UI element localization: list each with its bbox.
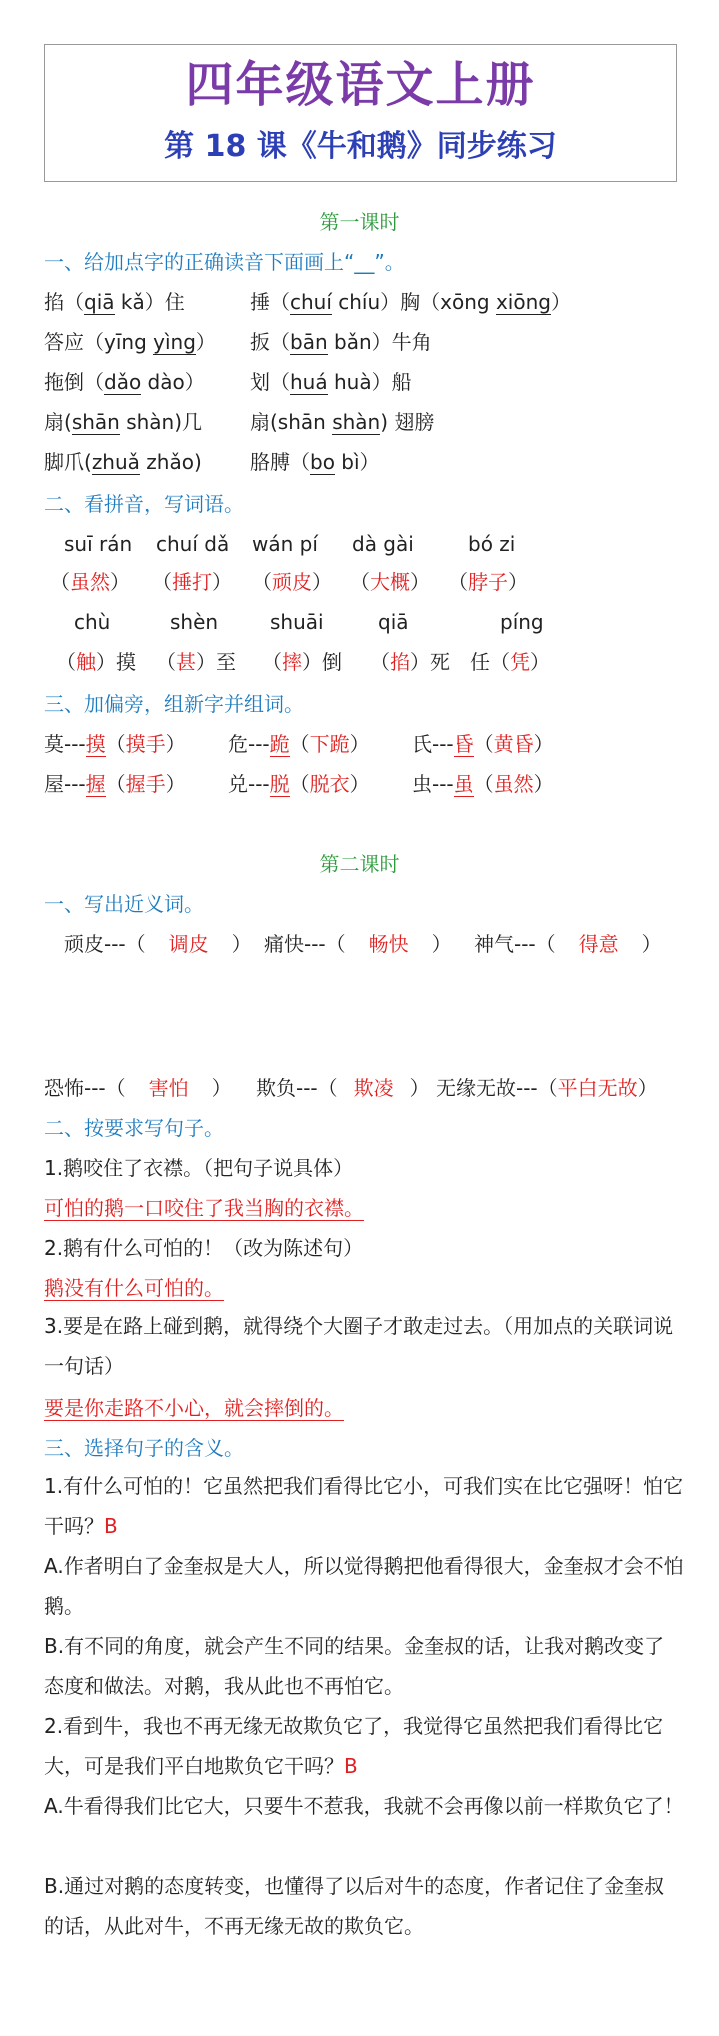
word-answer: （虽然） (50, 570, 130, 594)
word-answer: （摔）倒 (262, 650, 342, 674)
l1-q2-heading: 二、看拼音，写词语。 (44, 492, 244, 516)
pinyin-label: shèn (170, 610, 219, 634)
pinyin-row: 扇(shān shàn) 翅膀 (250, 410, 435, 434)
pinyin-label: dà gài (352, 532, 414, 556)
synonym-item: 痛快---（ 畅快 ） (264, 932, 452, 956)
sentence-question: 2.鹅有什么可怕的！（改为陈述句） (44, 1236, 364, 1260)
synonym-item: 恐怖---（ 害怕 ） (44, 1076, 232, 1100)
title-box (44, 44, 677, 182)
sentence-answer: 鹅没有什么可怕的。 (44, 1276, 224, 1300)
radical-item: 氏---昏（黄昏） (412, 732, 554, 756)
pinyin-label: suī rán (64, 532, 133, 556)
word-answer: 任（凭） (470, 650, 550, 674)
choice-option: A.作者明白了金奎叔是大人，所以觉得鹅把他看得很大，金奎叔才会不怕鹅。 (44, 1554, 684, 1618)
sentence-answer: 要是你走路不小心，就会摔倒的。 (44, 1396, 344, 1420)
pinyin-label: qiā (378, 610, 409, 634)
synonym-item: 神气---（ 得意 ） (474, 932, 662, 956)
l2-q3-heading: 三、选择句子的含义。 (44, 1436, 244, 1460)
lesson1-label: 第一课时 (319, 210, 400, 234)
word-answer: （掐）死 (370, 650, 450, 674)
synonym-item: 无缘无故---（平白无故） (436, 1076, 658, 1100)
pinyin-label: chuí dǎ (156, 532, 230, 556)
pinyin-row: 答应（yīng yìng） (44, 330, 216, 354)
choice-question: 1.有什么可怕的！它虽然把我们看得比它小，可我们实在比它强呀！怕它干吗？B (44, 1474, 684, 1538)
word-answer: （顽皮） (252, 570, 332, 594)
pinyin-label: píng (500, 610, 544, 634)
word-answer: （大概） (350, 570, 430, 594)
sentence-question: 1.鹅咬住了衣襟。（把句子说具体） (44, 1156, 354, 1180)
lesson2-label: 第二课时 (319, 852, 400, 876)
choice-option: B.通过对鹅的态度转变，也懂得了以后对牛的态度，作者记住了金奎叔的话，从此对牛，不再无缘无故的欺负它。 (44, 1874, 665, 1938)
radical-item: 屋---握（握手） (44, 772, 186, 796)
page-subtitle: 第 18 课《牛和鹅》同步练习 (164, 129, 557, 164)
pinyin-label: chù (74, 610, 111, 634)
page-title: 四年级语文上册 (185, 57, 536, 113)
pinyin-row: 拖倒（dǎo dào） (44, 370, 205, 394)
pinyin-label: shuāi (270, 610, 324, 634)
pinyin-row: 脚爪(zhuǎ zhǎo) (44, 450, 202, 474)
word-answer: （脖子） (448, 570, 528, 594)
radical-item: 危---跪（下跪） (228, 732, 370, 756)
pinyin-row: 掐（qiā kǎ）住 (44, 290, 185, 314)
word-answer: （触）摸 (56, 650, 136, 674)
synonym-item: 欺负---（ 欺凌 ） (256, 1076, 430, 1100)
l1-q1-heading: 一、给加点字的正确读音下面画上“__”。 (44, 250, 405, 274)
sentence-question: 3.要是在路上碰到鹅，就得绕个大圈子才敢走过去。（用加点的关联词说一句话） (44, 1314, 674, 1378)
choice-option: A.牛看得我们比它大，只要牛不惹我，我就不会再像以前一样欺负它了！ (44, 1794, 684, 1818)
l1-q3-heading: 三、加偏旁，组新字并组词。 (44, 692, 304, 716)
choice-question: 2.看到牛，我也不再无缘无故欺负它了，我觉得它虽然把我们看得比它大，可是我们平白地欺负它干吗？B (44, 1714, 664, 1778)
pinyin-row: 捶（chuí chíu）胸（xōng xiōng） (250, 290, 571, 314)
radical-item: 虫---虽（虽然） (412, 772, 554, 796)
pinyin-row: 胳膊（bo bì） (250, 450, 380, 474)
pinyin-row: 划（huá huà）船 (250, 370, 412, 394)
pinyin-row: 扳（bān bǎn）牛角 (250, 330, 432, 354)
pinyin-label: bó zi (468, 532, 516, 556)
word-answer: （甚）至 (156, 650, 236, 674)
l2-q2-heading: 二、按要求写句子。 (44, 1116, 224, 1140)
l2-q1-heading: 一、写出近义词。 (44, 892, 204, 916)
synonym-item: 顽皮---（ 调皮 ） (64, 932, 252, 956)
choice-option: B.有不同的角度，就会产生不同的结果。金奎叔的话，让我对鹅改变了态度和做法。对鹅，我从此也不再怕它。 (44, 1634, 665, 1698)
radical-item: 兑---脱（脱衣） (228, 772, 370, 796)
radical-item: 莫---摸（摸手） (44, 732, 186, 756)
sentence-answer: 可怕的鹅一口咬住了我当胸的衣襟。 (44, 1196, 364, 1220)
word-answer: （捶打） (152, 570, 232, 594)
pinyin-label: wán pí (252, 532, 318, 556)
pinyin-row: 扇(shān shàn)几 (44, 410, 203, 434)
